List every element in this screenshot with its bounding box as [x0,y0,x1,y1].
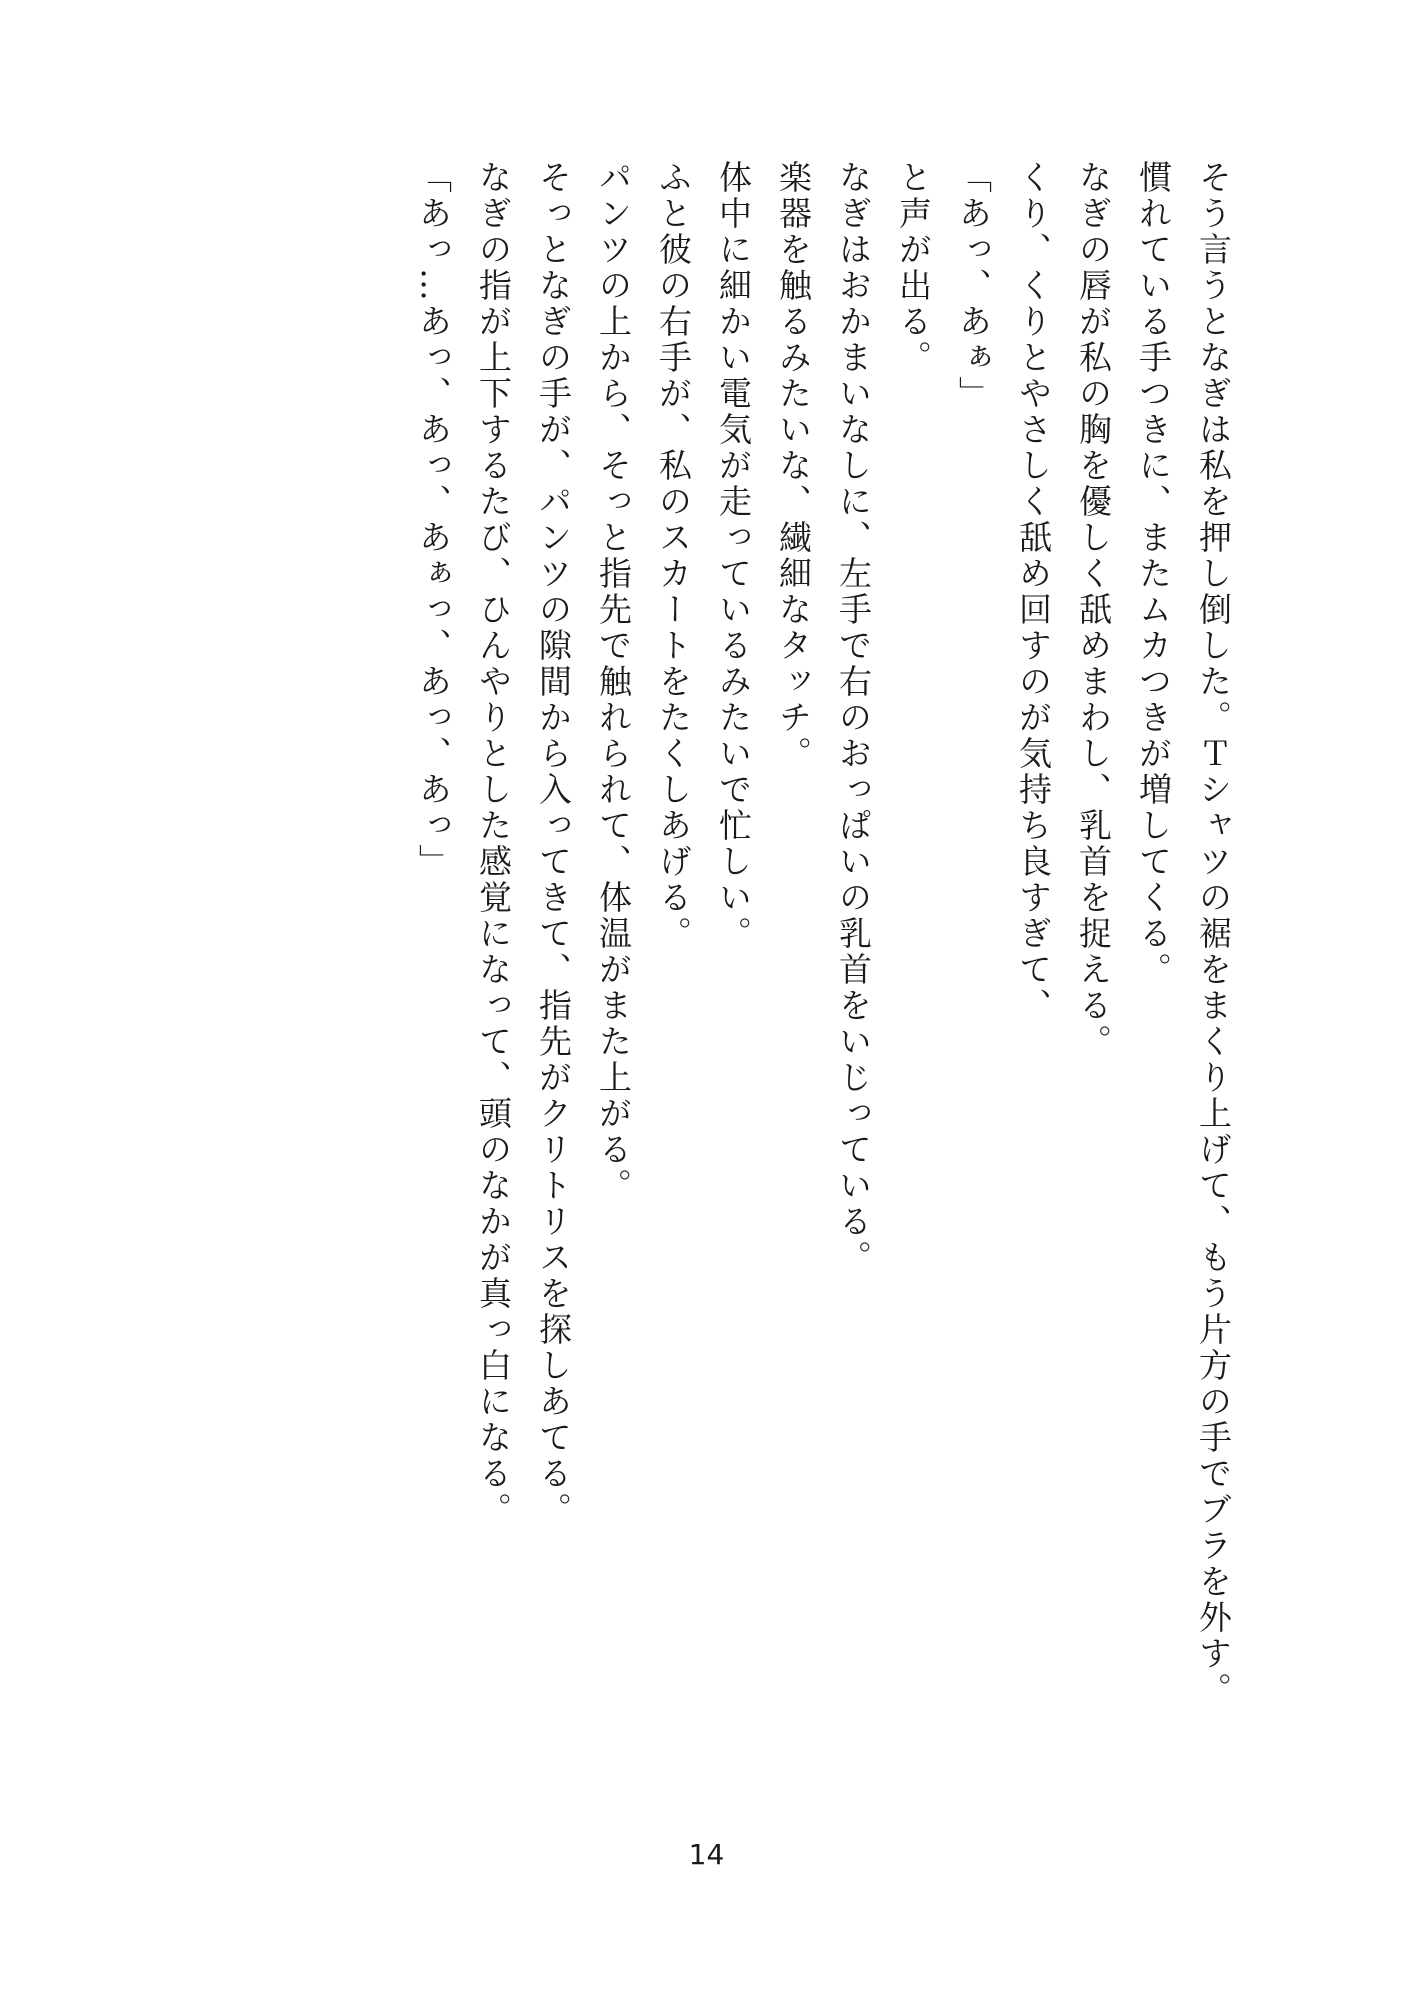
text-line: パンツの上から、そっと指先で触れられて、体温がまた上がる。 [594,160,633,1204]
text-line: そっとなぎの手が、パンツの隙間から入ってきて、指先がクリトリスを探しあてる。 [534,160,573,1528]
text-line: 楽器を触るみたいな、繊細なタッチ。 [774,160,813,772]
text-line: くり、くりとやさしく舐め回すのが気持ち良すぎて、 [1014,160,1053,1024]
text-line: なぎはおかまいなしに、左手で右のおっぱいの乳首をいじっている。 [834,160,873,1276]
text-line: 慣れている手つきに、またムカつきが増してくる。 [1134,160,1173,988]
text-line: 体中に細かい電気が走っているみたいで忙しい。 [714,160,753,952]
vertical-text-body [163,160,1243,1800]
page-number: 14 [688,1838,725,1871]
text-line: ふと彼の右手が、私のスカートをたくしあげる。 [654,160,693,952]
text-line: なぎの指が上下するたび、ひんやりとした感覚になって、頭のなかが真っ白になる。 [474,160,513,1528]
text-line: 「あっ、あぁ」 [954,160,993,412]
text-line: と声が出る。 [894,160,933,376]
text-line: 「あっ…あっ、あっ、あぁっ、あっ、あっ」 [414,160,453,880]
text-line: そう言うとなぎは私を押し倒した。Ｔシャツの裾をまくり上げて、もう片方の手でブラを外す。 [1194,160,1233,1708]
text-line: なぎの唇が私の胸を優しく舐めまわし、乳首を捉える。 [1074,160,1113,1060]
